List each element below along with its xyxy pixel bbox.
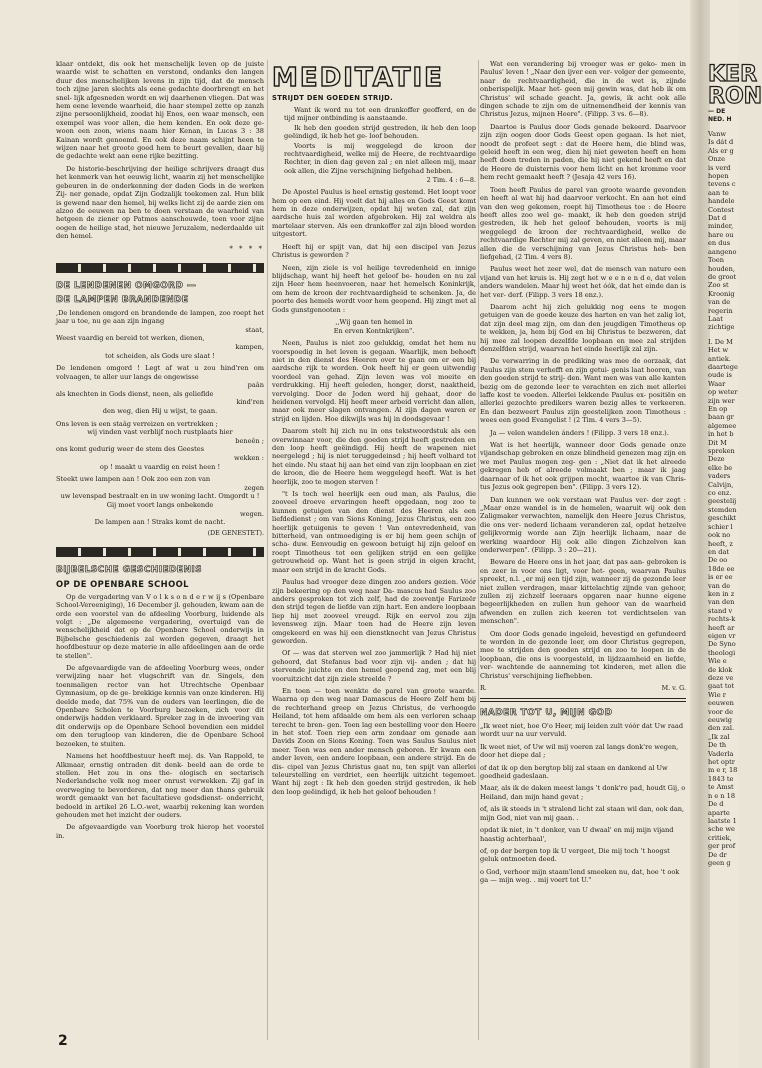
text-line: co enz. <box>708 489 732 498</box>
text-line: het optr <box>708 758 735 767</box>
text-line: tevens c <box>708 180 736 189</box>
text-line: De oo <box>708 556 728 565</box>
hymn-stanza: of dat ik op den bergtop blij zal staan en dankend al Uw goedheid gadeslaan. <box>480 763 668 781</box>
text-line: hopen <box>708 172 729 181</box>
paragraph: Of — was dat sterven wel zoo jammerlijk ? Had hij niet gehoord, dat Stefanus bad voor zijn vij- anden ; dat hij stervende juichte en den hemel geopend zag, met een blij vooruitzicht dat zijn ziele streelde ? <box>272 649 476 683</box>
hymn-stanza: „Ik weet niet, hoe O'o Heer, mij leiden zult vóór dat Uw raad wordt uur na uur vervuld. <box>480 722 684 739</box>
column-left <box>56 60 264 1045</box>
column-next-page <box>708 62 762 1054</box>
poem-line: kampen, <box>235 342 264 351</box>
hymn-stanza: opdat ik niet, in 't donker, van U dwaal' en mij mijn vijand haastig achterhaal', <box>480 826 674 843</box>
text-line: eigen vr <box>708 631 736 640</box>
text-line: Als er g <box>708 146 734 155</box>
paragraph: De verwarring in de prediking was mee de oorzaak, dat Paulus zijn stem verhefft en zijn getui- genis laat hooren, van den goeden strijd te strij- den. Want men was van alle kanten bezig om de gezonde leer te verachten en zich met allerlei laffe kost te voeden. Allerlei lekkende Paulus ex- positiën en allerlei gezochte predikers waren bezig alles te verkeeren. En dan bezweert Paulus zijn geestelijken zoon Timotheus : wees een goed Evangelist ! (2 Tim. 4 vers 3—5). <box>480 357 686 425</box>
page-number: 2 <box>58 1033 68 1049</box>
text-line: handele <box>708 197 735 206</box>
next-article-subtitle: NED. H <box>708 116 732 123</box>
hymn-stanza: of, op der bergen top ik U vergeet, Die mij toch 't hoogst geluk ontmoeten deed. <box>480 846 670 864</box>
text-line: ken in z <box>708 589 735 598</box>
text-line: De Syno <box>708 640 736 649</box>
text-line: aparte <box>708 808 730 817</box>
signature-line <box>480 684 686 692</box>
paragraph: Wat is het heerlijk, wanneer door Gods genade onze vijandschap gebroken en onze blindheid genezen mag zijn en we met Paulus mogen zeg- gen : „Niet dat ik het alreede gekregen heb of alreede volmaakt ben ; maar ik jaag daarnaar of ik het ook grijpen mocht, waartoe ik van Chris- tus Jezus ook gegrepen ben". (Filipp. 3 vers 12). <box>480 441 686 492</box>
meditation-masthead: MEDITATIE <box>272 63 444 93</box>
paragraph: De historie-beschrijving der heilige schrijvers draagt dus het kenmerk van het eeuwig licht, waarin zij het menschelijke gebeuren in de onderkenning der daden Gods in de werken Zij- ner genade, opdat Zijn Godzalijk toekomen zal. Hun blik is gewend naar den hemel, bij welks licht zij de aarde zien om alzoo de eeuwen na ben te doen verstaan de waarheid van hetgeen de ziener op Patmos aanschouwde, toen voor zijne oogen de heilige stad, het nieuwe Jeruzalem, nederdaalde uit den hemel. <box>56 164 264 241</box>
text-line: Calvijn, <box>708 480 734 489</box>
text-line: algemee <box>708 421 737 430</box>
text-line: De d <box>708 800 724 809</box>
text-line: heeft, z <box>708 539 733 548</box>
hymn-stanza: of, als ik steeds in 't stralend licht zal staan wil dan, ook dan, mijn God, niet van mij gaan. . <box>480 805 685 822</box>
text-line: baan gr <box>708 413 734 422</box>
scripture-verse: Want ik word nu tot een drankoffer geofferd, en de tijd mijner ontbinding is aanstaande. <box>284 106 476 123</box>
text-line: den zal. <box>708 724 735 733</box>
column-right <box>480 60 686 1050</box>
page-fold <box>690 0 710 1068</box>
article-title: OP DE OPENBARE SCHOOL <box>56 578 189 589</box>
paragraph: "t Is toch wel heerlijk een oud man, als Paulus, die zooveel droeve ervaringen heeft opgedaan, nog zoo te kunnen getuigen van den dienst des Heeren als een liefdedienst ; om van Sions Koning, Jezus Christus, een zoo heerlijk getuigenis te geven ! Van ontevredenheid, van bitterheid, van ontmoediging is er bij hem geen schijn of scha- duw. Eenvoudig en gewoon betuigt hij zijn geloof en roept Timotheus tot een gelijken strijd en een gelijke getrouwheid op. Want het is geen strijd in eigen kracht, maar een strijd in de kracht Gods. <box>272 490 476 574</box>
text-line: gaat tot <box>708 682 735 691</box>
poem-line: uw levenspad bestraalt en in uw woning lacht. Omgordt u ! Gij moet voort langs onbekende <box>60 492 260 509</box>
text-line: voor de <box>708 707 734 716</box>
text-line: De dr <box>708 850 727 859</box>
text-line: De th <box>708 741 727 750</box>
text-line: is er ee <box>708 573 733 582</box>
text-line: minder, <box>708 222 734 231</box>
next-article-title: RON <box>708 84 762 109</box>
text-line: schier l <box>708 522 733 531</box>
text-line: van den <box>708 598 735 607</box>
poem-title: DE LENDENEN OMGORD — <box>56 280 197 291</box>
text-line: de klok <box>708 665 733 674</box>
paragraph: Daarom stelt hij zich nu in ons tekstwoordstuk als een overwinnaar voor, die den goeden strijd heeft gestreden en den loop heeft geëindigd. Hij heeft de wapenen niet neergelegd ; hij is niet teruggedeinsd ; hij heeft volhard tot het einde. Nu staat hij aan het eind van zijn loopbaan en ziet de kroon, die de Heere hem weggelegd heeft. Wat is het heerlijk, zoo te mogen sterven ! <box>272 427 476 486</box>
section-divider <box>56 263 264 273</box>
paragraph: Toen heeft Paulus de parel van groote waarde gevonden en heeft al wat hij had daarvoor verkocht. En aan het eind van den weg gekomen, roept hij Timotheus toe : de Heere heeft alles zoo wel ge- maakt, ik heb den goeden strijd gestreden, ik heb het geloof behouden, voorts is mij weggelegd de kroon der rechtvaardigheid, welke de rechtvaardige Rechter mij zal geven, en niet alleen mij, maar allen die de verschijning van Jezus Christus heb- ben liefgehad, (2 Tim. 4 vers 8). <box>480 185 686 261</box>
column-divider <box>478 60 479 1040</box>
poem-line: kind'ren <box>236 398 264 407</box>
hymn-stanza: Ik weet niet, of Uw wil mij voeren zal langs donk're wegen, door het diepe dal ; <box>480 742 679 760</box>
hymn-stanza: Maar, als ik de daken meest langs 't donk're pad, houdt Gij, o Heiland, dan mijn hand gevat ; <box>480 784 686 801</box>
text-line: Is dát d <box>708 138 734 147</box>
poem-line: staat, <box>245 325 264 334</box>
poem-line: Ons leven is een staâg verreizen en vertrekken ; <box>56 419 218 428</box>
text-line: van de <box>708 298 731 307</box>
text-line: aan te <box>708 188 729 197</box>
poem-line: beneên ; <box>235 436 264 445</box>
quote-line: En erven Kontnkrijken". <box>333 326 415 335</box>
school-article <box>56 565 264 840</box>
poem-line: den weg, dien Hij u wijst, te gaan. <box>102 407 218 416</box>
column-divider <box>267 60 268 1040</box>
text-line: rechts-k <box>708 615 736 624</box>
text-line: spreken <box>708 447 735 456</box>
poem-line: ,De lendenen omgord en brandende de lampen, zoo roept het jaar u toe, nu ge aan zijn ingang <box>56 308 264 326</box>
poem-line: Weest vaardig en bereid tot werken, dienen, <box>56 334 205 343</box>
poem-line: ons komt gedurig weer de stem des Geestes <box>56 445 205 454</box>
paragraph: klaar ontdekt, dis ook het menschelijk leven op de juiste waarde wist te schatten en verstond, ondanks den langen duur des menschelijken levens in zijn tijd, dat de mensch toch zijne jaren slechts als eene gedachte doorbrengt en het snel- lijk afgesneden wordt en wij daarhenen vliegen. Dat was hem eene levende waarheid, die haar stempel zette op zanzh zijne persoonlijkheid, zoodat hij Enos, een waar mensch, een exempel was voor allen, die hem kenden. En ook deze ge- woon een zoon, wiens naam hier Kenan, in Lucas 3 : 38 Kainan wordt genoemd. En ook deze naam schijnt heen te wijzen naar het groote goed hem te beurt gevallen, daar hij de gedachte wekt aan eene rijke bezitting. <box>56 60 264 161</box>
quote-line: ,,Wij gaan ten hemel in <box>335 317 413 326</box>
text-line: vaders <box>708 472 731 481</box>
text-line: „Ik zal <box>708 732 730 741</box>
poem-line: wegen. <box>239 509 264 518</box>
poem-line: tot scheiden, als Gods ure slaat ! <box>105 351 215 360</box>
text-line: deze ve <box>708 674 734 682</box>
text-line: sche we <box>708 825 735 834</box>
hymn-title: NADER TOT U, MIJN GOD <box>480 708 613 719</box>
section-stars: * * * * <box>229 244 264 253</box>
text-line: oude is <box>708 371 732 380</box>
paragraph: Paulus had vroeger deze dingen zoo anders gezien. Vóór zijn bekeering op den weg naar Da- mascus had Saulus zoo anders gesproken tot zich zelf, had de zoeventje Farizeër den strijd tegen de liefde van zijn hart. Een andere loopbaan liep hij met zooveel vreugd. Rijk en eervol zou zijn levensweg zijn. Maar toen had de Heere zijn leven omgekeerd en was hij een dienstknecht van Jezus Christus geworden. <box>272 578 476 645</box>
meditation-subhead: STRIJDT DEN GOEDEN STRIJD. <box>272 94 393 102</box>
text-line: Onze <box>708 155 726 164</box>
scripture-verse: Ik heb den goeden strijd gestreden, ik heb den loop geëindigd, ik heb het ge- loof behouden. <box>284 123 476 141</box>
text-line: en dus <box>708 239 731 248</box>
paragraph: Beware de Heere ons in het jaar, dat pas aan- gebroken is en zeer in voor ons ligt, voor het- geen, waarvan Paulus spreekt, n.l. „er mij een tijd zijn, wanneer zij de gezonde leer niet zullen verdragen, maar kittelachtig zijnde van gehoor, zullen zij zichzelf leeraars opgaren naar hunne eigene begeerlijkheden en zullen hun gehoor van de waarheid afwenden en zullen zich keeren tot verdichtselen van menschen". <box>480 558 686 626</box>
text-line: is verd <box>708 163 731 172</box>
paragraph: Daarom acht hij zich gelukkig nog eens te mogen getuigen van de goede keuze des harten en van het zalig lot, dat zijn deel mag zijn, om dan den jeugdigen Timotheus op te wekken, ja, hem bij God en bij Christus te bezweren, dat hij mee zal loopen dezelfde loopbaan en mee zal strijden denzelfden strijd, waarvan het einde heerlijk zal zijn. <box>480 302 686 353</box>
paragraph: De afgevaardigde van Voorburg trok hierop het voorstel in. <box>56 823 264 840</box>
signature-right: M. v. G. <box>661 684 686 693</box>
text-line: Wie r <box>708 690 726 699</box>
poem-body <box>56 309 264 527</box>
paragraph: Neen, Paulus is niet zoo gelukkig, omdat het hem nu voorspoedig in het leven is gegaan. Waarlijk, men behoeft niet in den dienst des Heeren over te gaan om er een bij aardsche rijk te worden. Ook heeft hij er geen uitwendig voordeel van gehad. Zijn leven was vol moeite en verdrukking. Hij heeft geleden, honger, dorst, naaktheid, vervolging. Door de Joden werd hij gehaat, door de heidenen vervolgd. Hij heeft meer arbeid verricht dan allen, maar ook meer slagen ontvangen. Al zijn dagen waren er strijd en lijden. Hoe dikwijls was hij in doodsgevaar ! <box>272 339 476 423</box>
poem-line: op ! maakt u vaardig en reist heen ! <box>99 462 221 471</box>
text-line: van de <box>708 581 731 590</box>
scripture-verse: Voorts is mij weggelegd de kroon der rechtvaardigheid, welke mij de Heere, de rechtvaardige Rechter, in dien dag geven zal ; en niet alleen mij, maar ook allen, die Zijne verschijning liefgehad hebben. <box>284 141 476 175</box>
text-line: geschikt <box>708 514 737 523</box>
poem-line: als knechten in Gods dienst, neen, als gelieflde <box>56 389 214 398</box>
section-divider <box>56 547 264 557</box>
text-line: op weter <box>708 388 738 397</box>
text-line: Deze <box>708 455 725 464</box>
poem-section <box>56 281 264 537</box>
poem-title: DE LAMPEN BRANDENDE <box>56 294 189 305</box>
poem-line: zegen <box>244 483 264 492</box>
text-line: Het w <box>708 346 729 355</box>
text-line: geestelij <box>708 497 737 506</box>
text-line: de groot <box>708 272 737 281</box>
paragraph: Namens het hoofdbestuur heeft mej. ds. Van Rappold, te Alkmaar, ernstig ontraden dit denk- beeld aan de orde te stellen. Het zou in ons the- ologisch en sectarisch Nederlandsche volk nog meer onrust verwekken. Zij gaf in overweging te bevorderen, dat nog meer dan thans gebruik wordt gemaakt van het facultatieve godsdienst- onderricht, bedoeld in artikel 26 L.O.-wet, waarbij rekening kan worden gehouden met het inzicht der ouders. <box>56 752 264 819</box>
text-line: eeuwen <box>708 699 734 708</box>
text-line: geen g <box>708 858 731 867</box>
text-line: daartege <box>708 362 738 371</box>
poem-line: paân <box>247 381 264 390</box>
text-line: hare ou <box>708 230 734 239</box>
column-meditation <box>272 64 476 1024</box>
meditation-continued <box>480 60 686 680</box>
scripture-reference: 2 Tim. 4 : 6—8. <box>426 176 476 185</box>
text-line: m e r, 18 <box>708 766 738 775</box>
paragraph: Daartoe is Paulus door Gods genade bekeerd. Daarvoor zijn zijn oogen door Gods Geest open gegaan. Is het niet, noodt de profeet segt : dat de Heere hem, die blind was, geleid heeft in een weg, dien hij niet geweten heeft en hem heeft doen treden in paden, die hij niet gekend heeft en dat de Heere de duisternis voor hem licht en het kromme voor hem recht gemaakt heeft ? (Jesaja 42 vers 16). <box>480 122 686 182</box>
text-line: in het b <box>708 430 734 439</box>
signature-left: R. <box>480 684 487 693</box>
poem-attribution: (DE GENESTET). <box>207 528 264 537</box>
text-line: eeuwig <box>708 716 733 725</box>
hymn-stanza: o God, verhoor mijn staam'lend smeeken nu, dat, hoe 't ook ga — mijn weg. . mij voert tot U." <box>480 867 680 885</box>
text-line: Kroonig <box>708 289 735 298</box>
text-line: Laat <box>708 314 723 323</box>
section-divider <box>480 698 686 702</box>
next-article-title: KER <box>708 62 758 87</box>
text-line: Vaderla <box>708 749 734 758</box>
text-line: Dit M <box>708 438 727 447</box>
text-line: I. De M <box>708 337 733 346</box>
text-line: Contest <box>708 205 734 214</box>
text-line: Zoo st <box>708 281 729 290</box>
text-line: Waar <box>708 379 726 388</box>
text-line: laatste 1 <box>708 816 737 825</box>
text-line: heeft ar <box>708 623 735 632</box>
paragraph: Wat een verandering bij vroeger was er geko- men in Paulus' leven ! „Naar den ijver een ver- volger der gemeente, naar de rechtvaardigheid, die in de wet is, zijnde onberispelijk. Maar het- geen mij gewin was, dat heb ik om Christus' wil schade geacht. Ja, gewis, ik acht ook alle dingen schade te zijn om de uitnemendheid der kennis van Christus Jezus, mijnen Heere". (Filipp. 3 vs. 6—8). <box>480 60 686 119</box>
paragraph: Paulus weet het zeer wel, dat de mensch van nature een vijand van het kruis is. Hij zegt het w e e n e n d e, dat velen anders wandelen. Maar hij weet het óók, dat het einde dan is het ver- derf. (Filipp. 3 vers 18 enz.). <box>480 265 686 299</box>
text-line: 18de ee <box>708 564 735 573</box>
text-line: 1843 te <box>708 774 734 783</box>
next-article-lines <box>708 130 738 867</box>
poem-line: De lampen aan ! Straks komt de nacht. <box>94 518 226 527</box>
paragraph: Neen, zijn ziele is vol heilige tevredenheid en innige blijdschap, want hij heeft het geloof be- houden en nu zal zijn Heer hem heenvoeren, naar het hemelsch Koninkrijk, om hem de kroon der rechtvaardigheid te schenken. Ja, de poorte des hemels wordt voor hem geopend. Hij zingt met al Gods gunstgenooten : <box>272 263 476 314</box>
paragraph: Heeft hij er spijt van, dat hij een discipel van Jezus Christus is geworden ? <box>272 242 476 260</box>
text-line: En op <box>708 405 728 413</box>
paragraph: Dan kunnen we ook verstaan wat Paulus ver- der zegt : „Maar onze wandel is in de hemelen, waaruit wij ook den Zaligmaker verwachten, namelijk den Heere Jezus Christus, die ons ver- nederd lichaam veranderen zal, opdat hetzelve gelijkvormig worde aan Zijn heerlijk lichaam, naar de werking waardoor Hij ook alle dingen Zichzelven kan onderwerpen". (Filipp. 3 : 20—21). <box>480 495 686 554</box>
paragraph: En toen — toen wenkte de parel van groote waarde. Waarna op den weg naar Damascus de Heere Zelf hem bij de rechterhand greep en Jezus Christus, de verhoogde Heiland, tot hem afdaalde om hem als een verloren schaap terecht te bren- gen. Toen lag een bestelling voor den Heere in het stof. Toen riep een arm zondaar om genade aan Davids Zoon en Sions Koning. Toen was Saulus Saulus niet meer. Toen was een ander mensch geboren. Er kwam een ander leven, een andere loopbaan, een andere strijd. En de dis- cipel van Jezus Christus gaat nu, ten spijt van allerlei teleurstelling en verdriet, een heerlijk uitzicht tegemoet. Want hij zegt : Ik heb den goeden strijd gestreden, ik heb den loop geëindigd, ik heb het geloof behouden ! <box>272 686 476 796</box>
text-line: en dat <box>708 547 730 556</box>
text-line: Vanw <box>708 130 726 138</box>
text-line: critiek, <box>708 833 732 842</box>
text-line: zichtige <box>708 323 735 332</box>
paragraph: De Apostel Paulus is heel ernstig gestemd. Het loopt voor hem op een eind. Hij voelt dat hij alles en Gods Geest komt hem in deze onderwijzen, opdat hij weten zal, dat zijn aardsche huis zal worden afgebroken. Hij zal weldra als martelaar sterven. Als een drankoffer zal zijn bloed worden uitgestort. <box>272 188 476 239</box>
article-title: BIJBELSCHE GESCHIEDENIS <box>56 564 203 575</box>
text-line: stand v <box>708 606 733 615</box>
text-line: stemden <box>708 505 737 514</box>
hymn-body <box>480 722 686 885</box>
text-line: regerin <box>708 306 733 315</box>
poem-line: De lendenen omgord ! Legt af wat u zou hind'ren om volvaagen, te aller uur langs de ongewisse <box>56 364 264 381</box>
paragraph: Ja — velen wandelen ánders ! (Filipp. 3 vers 18 enz.). <box>490 428 669 437</box>
text-line: Toen <box>708 256 725 265</box>
text-line: theologi <box>708 648 736 657</box>
paragraph: Om door Gods genade ingeleid, bevestigd en gefundeerd te worden in de gezonde leer, om door Christus gegrepen, mee te strijden den goeden strijd en zoo te loopen in de loopbaan, die ons is voorgesteld, in lijdzaamheid en liefde, ver- wachtende de aanneming tot kinderen, met allen die Christus' verschijning liefhebben. <box>480 629 686 680</box>
poem-line: Steekt uwe lampen aan ! Ook zoo een zon van <box>56 475 211 484</box>
text-line: Wie e <box>708 657 727 666</box>
paragraph: Op de vergadering van V o l k s o n d e r w ij s (Openbare School-Vereeniging), 16 December jl. gehouden, kwam aan de orde een voorstel van de afdeeling Voorburg, luidende als volgt : „De algemeene vergadering, overtuigd van de wenschelijkheid dat op de Openbare School onderwijs in Bijbelsche geschiedenis zal worden gegeven, draagt het hoofdbestuur op deze materie in alle afdeelingen aan de orde te stellen". <box>56 592 264 660</box>
text-line: ook no <box>708 531 731 540</box>
text-line: aangeno <box>708 247 737 256</box>
intro-article <box>56 60 264 253</box>
text-line: zijn wer <box>708 396 735 405</box>
paragraph: De afgevaardigde van de afdeeling Voorburg wees, onder verwijzing naar het vlugschrift van dr. Singels, den toenmaligen rector van het Utrechtsche Openbaar Gymnasium, op de ge- brekkige kennis van onze kinderen. Hij deelde mede, dat 75% van de ouders van leerlingen, die de Openbare Scholen te Voorburg bezoeken, zich voor dit onderwijs hadden verklaard. Spreker zag in de invoering van dit onderwijs op de Openbare School bovendien een middel om den terugloop van kinderen, die de Openbare School bezoeken, te stuiten. <box>56 664 264 748</box>
poem-line: wij vinden vast verblijf noch rustplaats hier <box>87 428 233 437</box>
text-line: elke be <box>708 463 733 472</box>
text-line: ger prof <box>708 842 736 851</box>
text-line: antiek. <box>708 354 731 363</box>
text-line: houden, <box>708 264 735 273</box>
next-article-subtitle: — DE <box>708 108 726 115</box>
text-line: te Amst <box>708 783 734 792</box>
text-line: n e n 18 <box>708 791 736 800</box>
poem-line: wekken : <box>233 454 264 463</box>
text-line: Dat d <box>708 214 727 223</box>
